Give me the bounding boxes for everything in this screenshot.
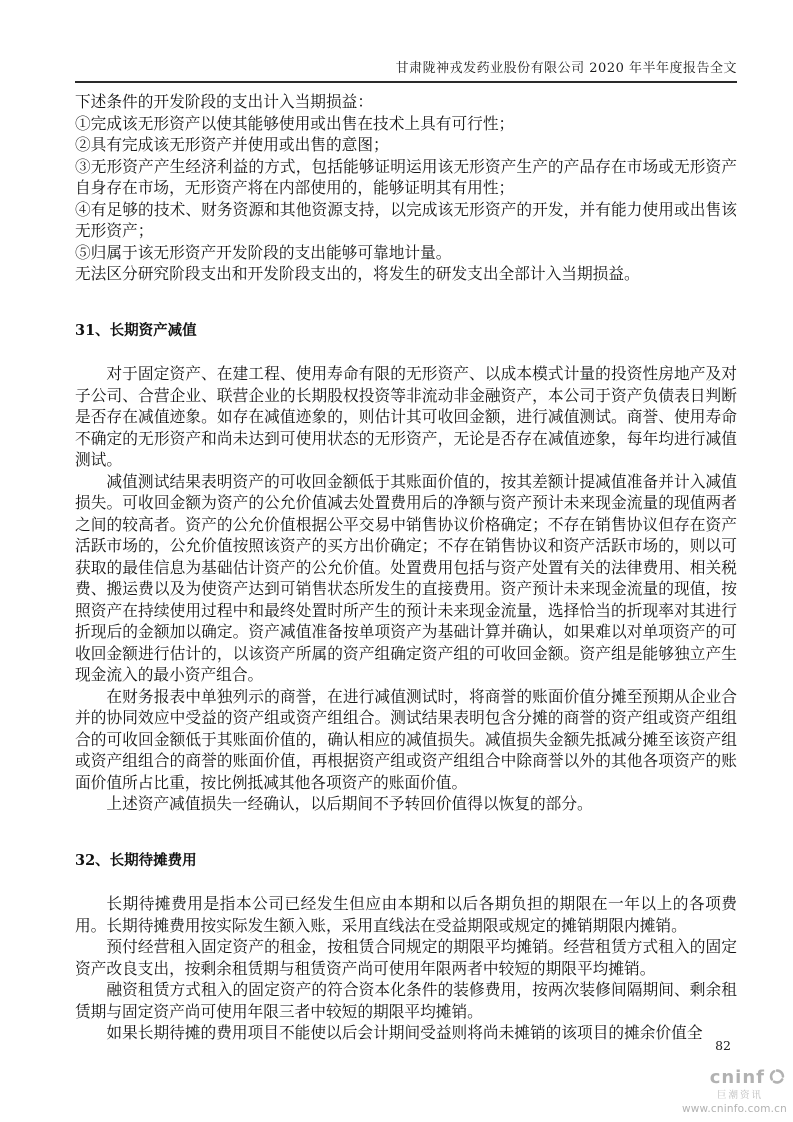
document-body: [75, 91, 737, 1044]
cninfo-logo-subtitle: 巨潮资讯: [716, 1090, 763, 1101]
intro-line: 无法区分研究阶段支出和开发阶段支出的，将发生的研发支出全部计入当期损益。: [75, 264, 640, 283]
cninfo-swirl-icon: [767, 1067, 787, 1089]
section-32-paragraph: 长期待摊费用是指本公司已经发生但应由本期和以后各期负担的期限在一年以上的各项费用。长期待摊费用按实际发生额入账，采用直线法在受益期限或规定的摊销期限内摊销。: [75, 894, 737, 935]
section-32-paragraph: 如果长期待摊的费用项目不能使以后会计期间受益则将尚未摊销的该项目的摊余价值全: [106, 1023, 703, 1042]
cninfo-watermark: [677, 1067, 787, 1114]
intro-line: ④有足够的技术、财务资源和其他资源支持，以完成该无形资产的开发，并有能力使用或出售该无形资产；: [75, 199, 737, 240]
section-31-paragraph: 在财务报表中单独列示的商誉，在进行减值测试时，将商誉的账面价值分摊至预期从企业合并的协同效应中受益的资产组或资产组组合。测试结果表明包含分摊的商誉的资产组或资产组组合的可收回金额低于其账面价值的，确认相应的减值损失。减值损失金额先抵减分摊至该资产组或资产组组合的商誉的账面价值，再根据资产组或资产组组合中除商誉以外的其他各项资产的账面价值所占比重，按比例抵减其他各项资产的账面价值。: [75, 686, 737, 792]
intro-line: ①完成该无形资产以使其能够使用或出售在技术上具有可行性；: [75, 113, 515, 133]
report-title: 甘肃陇神戎发药业股份有限公司 2020 年半年度报告全文: [75, 57, 737, 83]
page-number: 82: [715, 1038, 731, 1053]
intro-line: ③无形资产产生经济利益的方式，包括能够证明运用该无形资产生产的产品存在市场或无形资产自身存在市场，无形资产将在内部使用的，能够证明其有用性；: [75, 156, 737, 197]
section-32-paragraph: 预付经营租入固定资产的租金，按租赁合同规定的期限平均摊销。经营租赁方式租入的固定资产改良支出，按剩余租赁期与租赁资产尚可使用年限两者中较短的期限平均摊销。: [75, 937, 737, 978]
section-32-heading: 32、长期待摊费用: [75, 851, 197, 869]
section-31-paragraph: 减值测试结果表明资产的可收回金额低于其账面价值的，按其差额计提减值准备并计入减值损失。可收回金额为资产的公允价值减去处置费用后的净额与资产预计未来现金流量的现值两者之间的较高者。资产的公允价值根据公平交易中销售协议价格确定；不存在销售协议但存在资产活跃市场的，公允价值按照该资产的买方出价确定；不存在销售协议和资产活跃市场的，则以可获取的最佳信息为基础估计资产的公允价值。处置费用包括与资产处置有关的法律费用、相关税费、搬运费以及为使资产达到可销售状态所发生的直接费用。资产预计未来现金流量的现值，按照资产在持续使用过程中和最终处置时所产生的预计未来现金流量，选择恰当的折现率对其进行折现后的金额加以确定。资产减值准备按单项资产为基础计算并确认，如果难以对单项资产的可收回金额进行估计的，以该资产所属的资产组确定资产组的可收回金额。资产组是能够独立产生现金流入的最小资产组合。: [75, 471, 737, 684]
section-32-paragraph: 融资租赁方式租入的固定资产的符合资本化条件的装修费用，按两次装修间隔期间、剩余租赁期与固定资产尚可使用年限三者中较短的期限平均摊销。: [75, 980, 737, 1021]
cninfo-logo-row: [677, 1067, 787, 1089]
cninfo-logo-text: cninf: [709, 1067, 765, 1088]
page-header: [75, 57, 737, 83]
intro-line: 下述条件的开发阶段的支出计入当期损益：: [75, 92, 374, 111]
intro-line: ⑤归属于该无形资产开发阶段的支出能够可靠地计量。: [75, 242, 452, 262]
section-31-paragraph: 上述资产减值损失一经确认，以后期间不予转回价值得以恢复的部分。: [106, 794, 593, 813]
intro-line: ②具有完成该无形资产并使用或出售的意图；: [75, 135, 389, 154]
cninfo-logo-url: www.cninfo.com.cn: [681, 1102, 787, 1115]
section-31-paragraph: 对于固定资产、在建工程、使用寿命有限的无形资产、以成本模式计量的投资性房地产及对子公司、合营企业、联营企业的长期股权投资等非流动非金融资产，本公司于资产负债表日判断是否存在减值迹象。如存在减值迹象的，则估计其可收回金额，进行减值测试。商誉、使用寿命不确定的无形资产和尚未达到可使用状态的无形资产，无论是否存在减值迹象，每年均进行减值测试。: [75, 364, 737, 469]
section-31-heading: 31、长期资产减值: [75, 321, 197, 339]
